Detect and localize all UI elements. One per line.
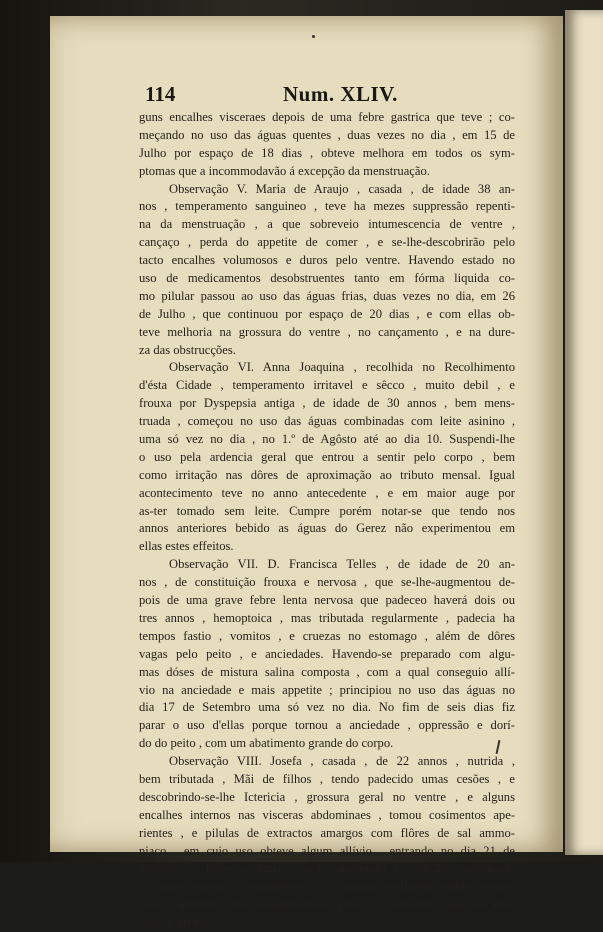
text-line: Observação VII. D. Francisca Telles , de idade de 20 an-	[169, 557, 515, 572]
text-line: vio na anciedade e mais appetite ; principiou no uso das águas no	[139, 682, 515, 697]
text-line: de Julho , que continuou por espaço de 20 dias , e com ellas ob-	[139, 306, 515, 321]
text-line: Julho por espaço de 18 dias , obteve melhora em todos os sym-	[139, 145, 515, 160]
text-line: do do peito , com um abatimento grande do corpo.	[139, 736, 394, 751]
text-line: tempos fastio , vomitos , e cruezas no estomago , além de dôres	[139, 628, 515, 643]
text-line: nos , temperamento sanguineo , teve ha mezes suppressão repenti-	[139, 199, 515, 214]
text-line: acontecimento teve no anno antecedente , e em maior auge por	[139, 485, 515, 500]
text-line: parar o uso d'ellas porque tornou a anciedade , oppressão e dorí-	[139, 718, 515, 733]
text-line: rientes , e pilulas de extractos amargos com flôres de sal ammo-	[139, 825, 515, 840]
text-line: cançaço , perda do appetite de comer , e se-lhe-descobrirão pelo	[139, 235, 515, 250]
text-line: ptomas que a incommodavão á excepção da menstruação.	[139, 163, 430, 178]
text-line: teve melhoria na grossura do ventre , no cançamento , e na dure-	[139, 324, 515, 339]
text-line: encalhes internos nas visceras abdominaes , tomou cosimentos ape-	[139, 807, 515, 822]
text-line: vagas pelo peito , e anciedades. Havendo-se preparado com algu-	[139, 646, 515, 661]
text-line: pois de uma grave febre lenta nervosa que padeceo haverá dois ou	[139, 593, 515, 608]
text-line: truada , começou no uso das águas combinadas com leite asinino ,	[139, 414, 515, 429]
facing-page-edge	[565, 10, 603, 855]
text-line: frouxa por Dyspepsia antiga , de idade de 30 annos , bem mens-	[139, 396, 515, 411]
text-line: dia 17 de Setembro uma só vez no dia. No fim de seis dias fiz	[139, 700, 515, 715]
text-line: o ventre tornou a entumescer , as ourinas se-fizerão muito verme-	[139, 879, 515, 894]
text-line: niaco , em cujo uso obteve algum allívio , entrando no dia 21 de	[139, 843, 515, 858]
text-line: mas dóses de mistura salina composta , com a qual conseguio allí-	[139, 664, 515, 679]
text-line: lhas , sentindo uma escandecencia geral , e havendo falta de eva-	[139, 897, 515, 912]
text-line: uso de medicamentos desobstruentes tanto em fórma liquida co-	[139, 271, 515, 286]
text-line: o uso pela ardencia geral que entrou a sentir pelo corpo , bem	[139, 449, 515, 464]
page-number: 114	[145, 82, 176, 106]
text-line: nos , de constituição frouxa e nervosa , que se-lhe-augmentou de-	[139, 575, 515, 590]
text-line: Observação V. Maria de Araujo , casada , de idade 38 an-	[169, 181, 515, 196]
text-line: Observação VIII. Josefa , casada , de 22 annos , nutrida ,	[169, 754, 515, 769]
text-line: ellas estes effeitos.	[139, 539, 234, 554]
text-line: bem tributada , Mãi de filhos , tendo padecido umas cesões , e	[139, 771, 515, 786]
ink-dot	[312, 35, 315, 38]
text-line: mo pilular passou ao uso das águas frias, duas vezes no dia, em 26	[139, 288, 515, 303]
text-line: como irritação nas dôres de aproximação ao tributo mensal. Igual	[139, 467, 515, 482]
text-line: d'ésta Cidade , temperamento irritavel e sêcco , muito debil , e	[139, 378, 515, 393]
page-header	[145, 82, 515, 106]
text-line: tres annos , hemoptoica , mas tributada regularmente , padecia ha	[139, 610, 515, 625]
text-line: cuação alvina.	[139, 915, 212, 930]
text-line: as-ter tomado sem leite. Cumpre porém notar-se que tendo nos	[139, 503, 515, 518]
text-line: guns encalhes visceraes depois de uma febre gastrica que teve ; co-	[139, 110, 515, 124]
text-line: Setembro a beber as águas , as-fiz suspender no dia 28 , porquanto	[139, 861, 515, 876]
text-line: na da menstruação , a que sobreveio intumescencia de ventre ,	[139, 217, 515, 232]
text-line: uma só vez no dia , no 1.º de Agôsto até ao dia 10. Suspendi-lhe	[139, 432, 515, 447]
text-line: annos anteriores bebido as águas do Gerez não experimentou em	[139, 521, 515, 536]
text-line: Observação VI. Anna Joaquina , recolhida no Recolhimento	[169, 360, 515, 375]
text-line: tacto encalhes volumosos e duros pelo ventre. Havendo estado no	[139, 253, 515, 268]
text-line: descobrindo-se-lhe Ictericia , grossura geral no ventre , e alguns	[139, 789, 515, 804]
page-body-text	[139, 109, 515, 932]
section-title: Num. XLIV.	[283, 82, 398, 106]
text-line: za das obstrucções.	[139, 342, 236, 357]
text-line: meçando no uso das águas quentes , duas vezes no dia , em 15 de	[139, 127, 515, 142]
